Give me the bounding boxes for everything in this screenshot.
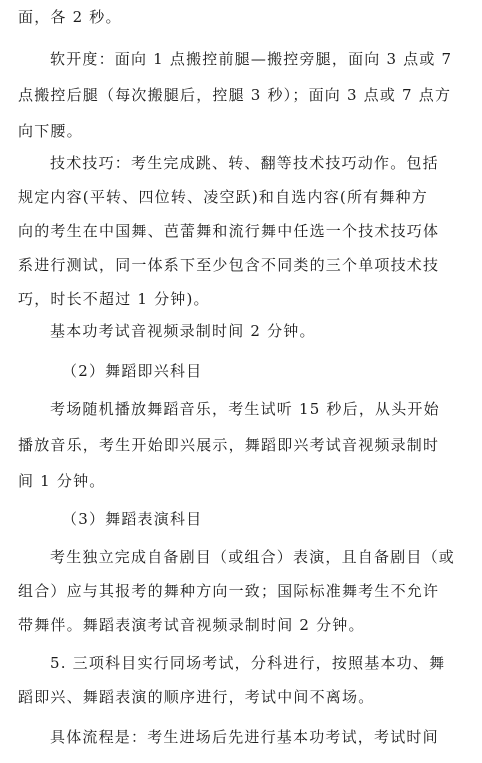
text-line-18: 带舞伴。舞蹈表演考试音视频录制时间 2 分钟。 [18, 616, 365, 634]
text-line-13: 播放音乐，考生开始即兴展示，舞蹈即兴考试音视频录制时 [18, 436, 440, 454]
text-line-5: 技术技巧：考生完成跳、转、翻等技术技巧动作。包括 [50, 154, 439, 172]
text-line-19: 5. 三项科目实行同场考试，分科进行，按照基本功、舞 [50, 654, 446, 672]
text-line-9: 巧，时长不超过 1 分钟)。 [18, 290, 210, 308]
text-line-14: 间 1 分钟。 [18, 472, 106, 490]
text-line-4: 向下腰。 [18, 122, 83, 140]
text-line-16: 考生独立完成自备剧目（或组合）表演，且自备剧目（或 [50, 548, 456, 566]
text-line-20: 蹈即兴、舞蹈表演的顺序进行，考试中间不离场。 [18, 688, 375, 706]
text-line-6: 规定内容(平转、四位转、凌空跃)和自选内容(所有舞种方 [18, 188, 428, 206]
text-line-2: 软开度：面向 1 点搬控前腿—搬控旁腿，面向 3 点或 7 [50, 50, 453, 68]
section-heading-3: （3）舞蹈表演科目 [62, 510, 203, 528]
text-line-17: 组合）应与其报考的舞种方向一致；国际标准舞考生不允许 [18, 582, 440, 600]
text-line-7: 向的考生在中国舞、芭蕾舞和流行舞中任选一个技术技巧体 [18, 222, 440, 240]
text-line-1: 面，各 2 秒。 [18, 8, 122, 26]
section-heading-2: （2）舞蹈即兴科目 [62, 362, 203, 380]
text-line-12: 考场随机播放舞蹈音乐，考生试听 15 秒后，从头开始 [50, 400, 440, 418]
text-line-10: 基本功考试音视频录制时间 2 分钟。 [50, 322, 316, 340]
text-line-3: 点搬控后腿（每次搬腿后，控腿 3 秒）；面向 3 点或 7 点方 [18, 86, 452, 104]
text-line-21: 具体流程是：考生进场后先进行基本功考试，考试时间 [50, 728, 439, 746]
text-line-8: 系进行测试，同一体系下至少包含不同类的三个单项技术技 [18, 256, 440, 274]
